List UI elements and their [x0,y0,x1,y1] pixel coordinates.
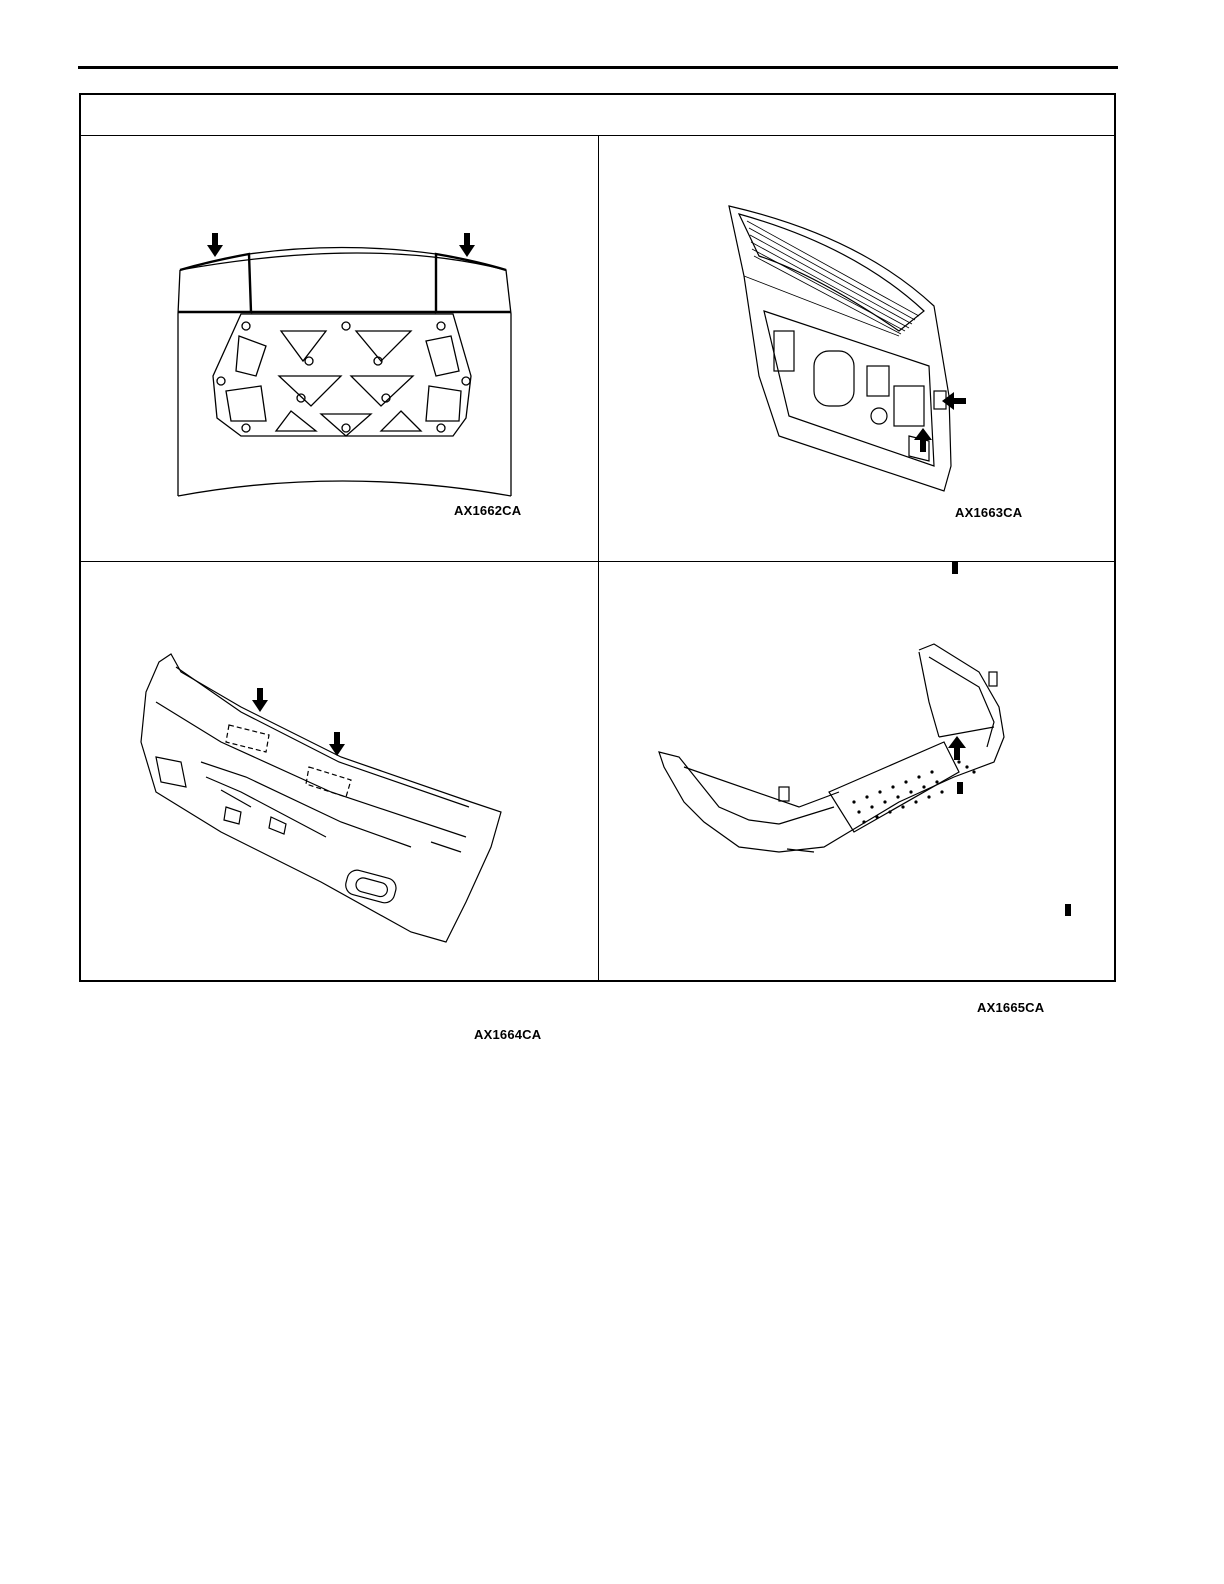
page-top-rule [78,66,1118,69]
figure-caption-front-bumper: AX1664CA [474,1027,542,1042]
table-header-row [81,95,1114,136]
hood-insulator-illustration [81,136,598,561]
figure-caption-hood: AX1662CA [454,503,522,518]
front-bumper-illustration [81,562,598,980]
figure-cell-tailgate [599,136,1114,561]
figure-caption-rear-bumper: AX1665CA [977,1000,1045,1015]
tailgate-illustration [599,136,1114,561]
figure-cell-hood [81,136,598,561]
figure-cell-rear-bumper [599,562,1114,1015]
figure-cell-front-bumper [81,562,598,1042]
rear-bumper-illustration [599,562,1114,980]
figure-table [79,93,1116,1042]
arrow-icon [914,392,966,452]
figure-caption-tailgate: AX1663CA [955,505,1023,520]
arrow-icon [252,688,345,756]
